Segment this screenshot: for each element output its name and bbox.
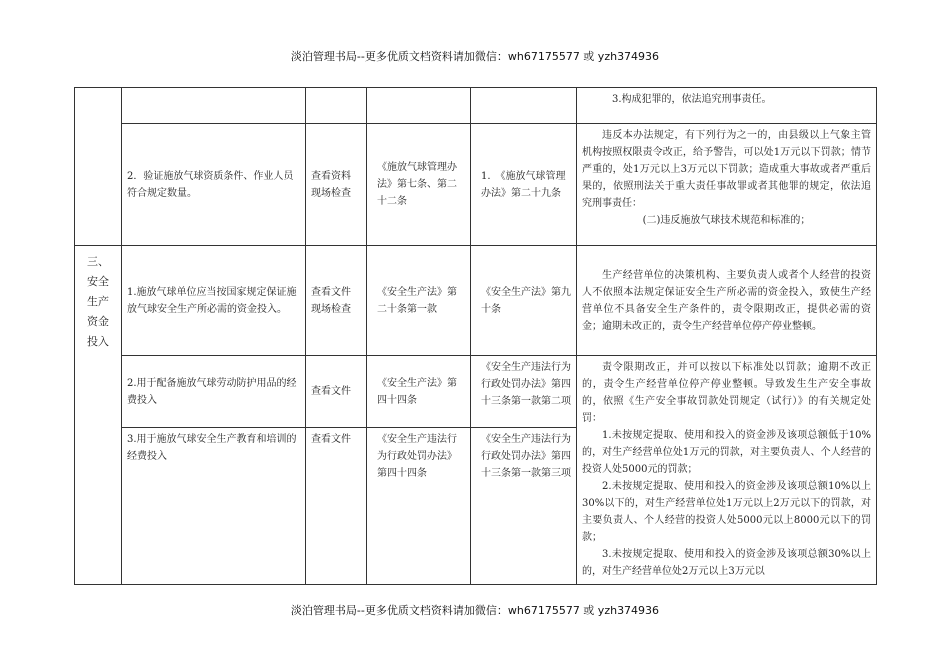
item-text: 3.用于施放气球安全生产教育和培训的经费投入 [127,434,297,462]
method-line: 查看文件 [311,386,351,397]
method-line: 现场检查 [311,187,351,199]
category-line: 安全 [87,275,109,288]
basis-text: 《安全生产违法行为行政处罚办法》第四十四条 [377,434,457,479]
category-line: 生产 [87,295,109,308]
item-text: 1.施放气球单位应当按国家规定保证施放气球安全生产所必需的资金投入。 [127,286,297,315]
method-line: 查看资料 [311,170,351,182]
penalty-paragraph: 3.构成犯罪的，依法追究刑事责任。 [612,94,772,105]
penalty-basis-cell [471,428,577,585]
item-cell [122,356,306,428]
item-cell [122,428,306,585]
page-footer: 淡泊管理书局--更多优质文档资料请加微信：wh67175577 或 yzh374936 [290,604,660,617]
method-line: 查看文件 [311,286,351,298]
category-line: 三、 [87,255,109,268]
basis-cell [367,246,471,356]
penalty-basis-cell [471,246,577,356]
penalty-basis-text: 《安全生产法》第九十条 [481,286,571,315]
page-header: 淡泊管理书局--更多优质文档资料请加微信：wh67175577 或 yzh374936 [290,50,660,63]
penalty-basis-text: 《安全生产违法行为行政处罚办法》第四十三条第一款第三项 [481,434,571,479]
basis-text: 《施放气球管理办法》第七条、第二十二条 [377,162,457,207]
penalty-cell [577,88,877,124]
category-cell [75,246,122,585]
basis-text: 《安全生产法》第四十四条 [377,377,457,406]
penalty-paragraph: 1.未按规定提取、使用和投入的资金涉及该项总额低于10%的，对生产经营单位处1万元的罚款，对主要负责人、个人经营的投资人处5000元的罚款； [582,430,871,475]
table-row [75,356,877,428]
method-cell [306,124,367,246]
penalty-paragraph: 生产经营单位的决策机构、主要负责人或者个人经营的投资人不依照本法规定保证安全生产所必需的资金投入，致使生产经营单位不具备安全生产条件的，责令限期改正，提供必需的资金；逾期未改正的，责令生产经营单位停产停业整顿。 [582,269,871,332]
method-cell [306,246,367,356]
basis-cell [367,88,471,124]
penalty-cell [577,246,877,356]
category-line: 资金 [87,315,109,328]
method-cell [306,356,367,428]
table-row [75,124,877,246]
inspection-table [74,87,877,585]
table-row [75,246,877,356]
penalty-basis-cell [471,88,577,124]
method-cell [306,88,367,124]
basis-cell [367,428,471,585]
basis-text: 《安全生产法》第二十条第一款 [377,286,457,315]
method-line: 现场检查 [311,303,351,315]
table-row [75,88,877,124]
item-text: 2．验证施放气球资质条件、作业人员符合规定数量。 [127,170,294,199]
penalty-paragraph: 2.未按规定提取、使用和投入的资金涉及该项总额10%以上30%以下的，对生产经营单位处1万元以上2万元以下的罚款，对主要负责人、个人经营的投资人处5000元以上8000元以下的罚款； [582,481,871,543]
item-cell [122,124,306,246]
item-cell [122,88,306,124]
penalty-paragraph: 责令限期改正，并可以按以下标准处以罚款；逾期不改正的，责令生产经营单位停产停业整顿。导致发生生产安全事故的，依照《生产安全事故罚款处罚规定（试行）》的有关规定处罚： [582,362,871,424]
penalty-basis-text: 《安全生产违法行为行政处罚办法》第四十三条第一款第二项 [481,362,571,407]
penalty-basis-cell [471,124,577,246]
penalty-basis-text: 1. 《施放气球管理办法》第二十九条 [481,170,566,199]
category-line: 投入 [87,335,109,348]
penalty-cell [577,124,877,246]
basis-cell [367,124,471,246]
basis-cell [367,356,471,428]
category-cell-continued [75,88,122,246]
method-line: 查看文件 [311,434,351,445]
penalty-cell [577,356,877,585]
penalty-paragraph: 违反本办法规定，有下列行为之一的，由县级以上气象主管机构按照权限责令改正，给予警告，可以处1万元以下罚款；情节严重的，处1万元以上3万元以下罚款；造成重大事故或者严重后果的，依照刑法关于重大责任事故罪或者其他罪的规定，依法追究刑事责任： [582,130,871,209]
item-cell [122,246,306,356]
penalty-paragraph: 3.未按规定提取、使用和投入的资金涉及该项总额30%以上的，对生产经营单位处2万元以上3万元以 [582,549,871,577]
penalty-basis-cell [471,356,577,428]
method-cell [306,428,367,585]
item-text: 2.用于配备施放气球劳动防护用品的经费投入 [127,377,297,406]
penalty-paragraph: (二)违反施放气球技术规范和标准的； [642,215,811,226]
